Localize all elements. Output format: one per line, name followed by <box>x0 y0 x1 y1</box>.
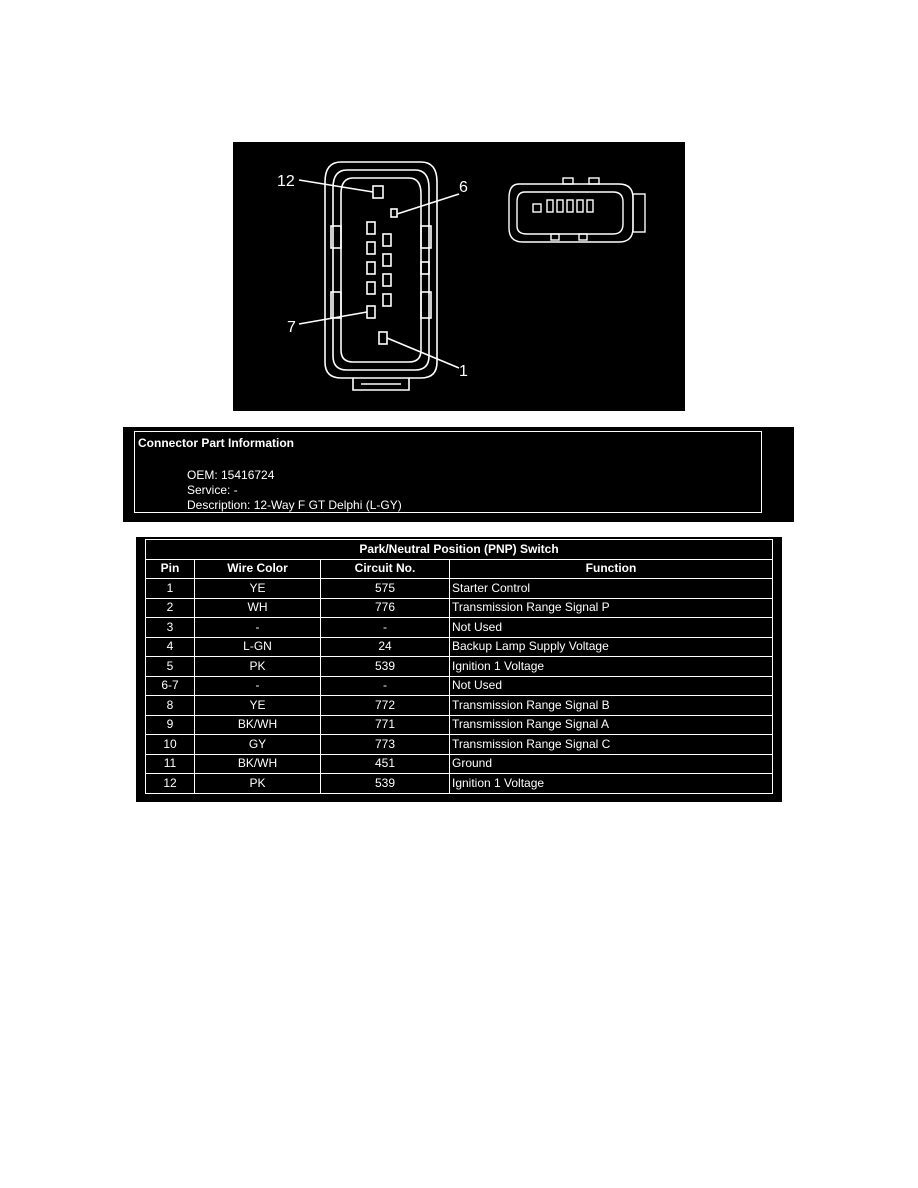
circuit-cell: - <box>321 618 450 638</box>
function-cell: Transmission Range Signal P <box>450 598 773 618</box>
table-title: Park/Neutral Position (PNP) Switch <box>146 540 773 560</box>
wire-color-cell: GY <box>195 735 321 755</box>
wire-color-cell: - <box>195 676 321 696</box>
pin-cell: 6-7 <box>146 676 195 696</box>
wire-color-cell: PK <box>195 774 321 794</box>
function-cell: Ground <box>450 754 773 774</box>
wire-color-cell: PK <box>195 657 321 677</box>
table-row <box>146 715 773 735</box>
table-row <box>146 735 773 755</box>
function-cell: Backup Lamp Supply Voltage <box>450 637 773 657</box>
pin-cell: 9 <box>146 715 195 735</box>
function-cell: Not Used <box>450 676 773 696</box>
pin-cell: 12 <box>146 774 195 794</box>
table-row <box>146 754 773 774</box>
callout-label-7: 7 <box>287 319 296 336</box>
pin-cell: 5 <box>146 657 195 677</box>
function-cell: Starter Control <box>450 579 773 599</box>
circuit-cell: 773 <box>321 735 450 755</box>
pin-cell: 1 <box>146 579 195 599</box>
connector-part-information-panel <box>123 427 794 522</box>
pin-cell: 4 <box>146 637 195 657</box>
table-row <box>146 657 773 677</box>
circuit-cell: - <box>321 676 450 696</box>
part-info-title: Connector Part Information <box>138 436 295 450</box>
pin-cell: 8 <box>146 696 195 716</box>
oem-number: OEM: 15416724 <box>187 468 275 482</box>
wire-color-cell: - <box>195 618 321 638</box>
pin-cell: 10 <box>146 735 195 755</box>
pin-table <box>145 539 773 794</box>
callout-label-12: 12 <box>277 173 295 190</box>
pin-table-panel <box>136 537 782 802</box>
table-row <box>146 696 773 716</box>
function-cell: Transmission Range Signal A <box>450 715 773 735</box>
part-info-frame <box>134 431 762 513</box>
pin-cell: 11 <box>146 754 195 774</box>
function-cell: Ignition 1 Voltage <box>450 657 773 677</box>
header-function: Function <box>450 559 773 579</box>
pin-cell: 3 <box>146 618 195 638</box>
service-number: Service: - <box>187 483 238 497</box>
wire-color-cell: BK/WH <box>195 754 321 774</box>
wire-color-cell: YE <box>195 579 321 599</box>
function-cell: Transmission Range Signal C <box>450 735 773 755</box>
connector-face-diagram <box>233 142 685 411</box>
header-circuit: Circuit No. <box>321 559 450 579</box>
table-row <box>146 579 773 599</box>
table-row <box>146 637 773 657</box>
function-cell: Not Used <box>450 618 773 638</box>
circuit-cell: 24 <box>321 637 450 657</box>
wire-color-cell: WH <box>195 598 321 618</box>
circuit-cell: 776 <box>321 598 450 618</box>
header-pin: Pin <box>146 559 195 579</box>
function-cell: Ignition 1 Voltage <box>450 774 773 794</box>
circuit-cell: 539 <box>321 774 450 794</box>
connector-illustration <box>233 142 685 411</box>
function-cell: Transmission Range Signal B <box>450 696 773 716</box>
callout-label-1: 1 <box>459 363 468 380</box>
circuit-cell: 575 <box>321 579 450 599</box>
table-row <box>146 774 773 794</box>
table-row <box>146 618 773 638</box>
table-title-row <box>146 540 773 560</box>
table-row <box>146 598 773 618</box>
wire-color-cell: YE <box>195 696 321 716</box>
connector-description: Description: 12-Way F GT Delphi (L-GY) <box>187 498 402 512</box>
pin-table-body <box>146 579 773 794</box>
circuit-cell: 451 <box>321 754 450 774</box>
callout-label-6: 6 <box>459 179 468 196</box>
circuit-cell: 539 <box>321 657 450 677</box>
table-row <box>146 676 773 696</box>
table-header-row <box>146 559 773 579</box>
wire-color-cell: L-GN <box>195 637 321 657</box>
pin-cell: 2 <box>146 598 195 618</box>
circuit-cell: 771 <box>321 715 450 735</box>
header-wire-color: Wire Color <box>195 559 321 579</box>
wire-color-cell: BK/WH <box>195 715 321 735</box>
circuit-cell: 772 <box>321 696 450 716</box>
